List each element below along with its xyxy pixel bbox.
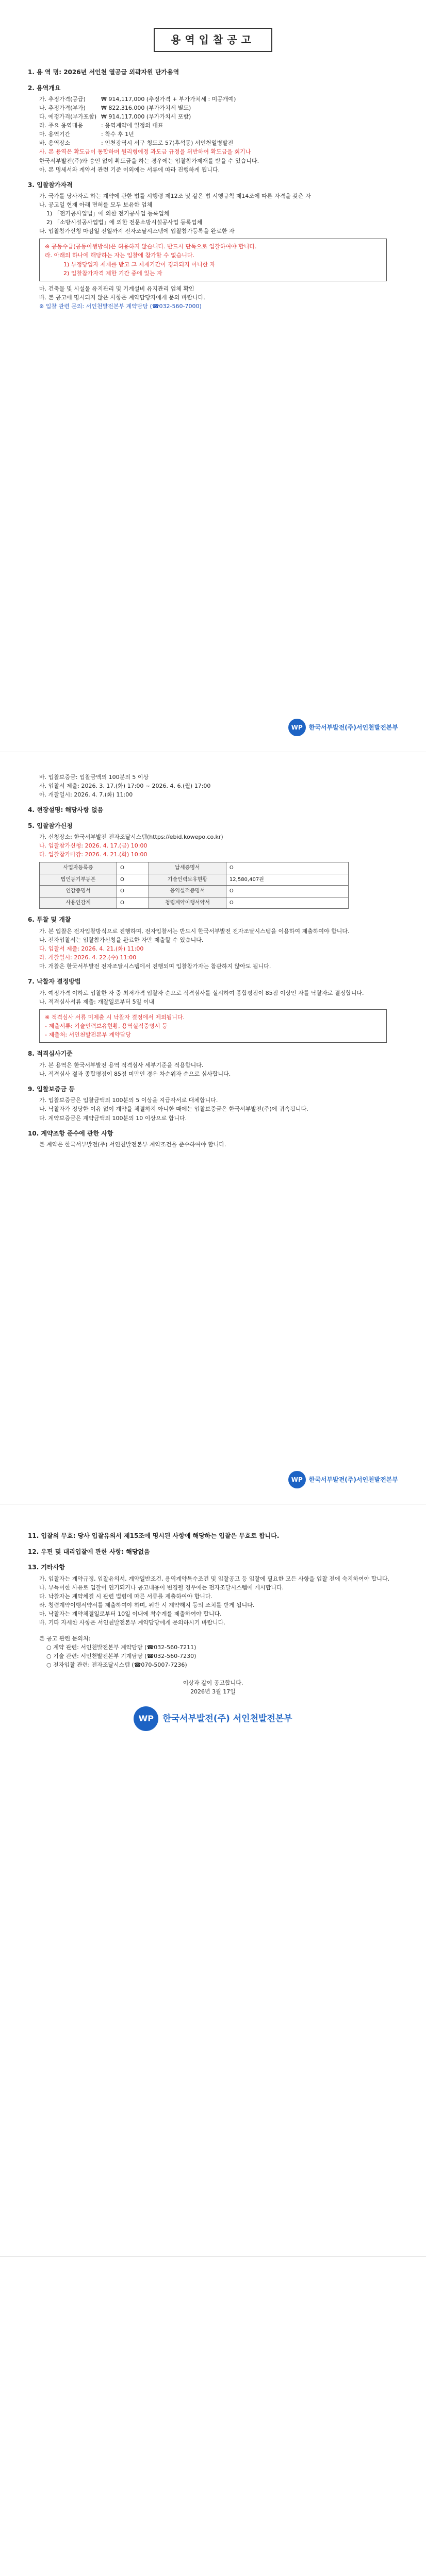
contract-line: 본 계약은 한국서부발전(주) 서인천발전본부 계약조건을 준수하여야 합니다. — [39, 1141, 226, 1148]
table-cell: O — [226, 897, 348, 909]
bid-line: 가. 본 입찰은 전자입찰방식으로 진행하며, 전자입찰서는 반드시 한국서부발전 전자조달시스템을 이용하여 제출하여야 합니다. — [39, 928, 350, 935]
qualification-line: 가. 국가를 당사자로 하는 계약에 관한 법률 시행령 제12조 및 같은 법 시행규칙 제14조에 따른 자격을 갖춘 자 — [39, 193, 311, 200]
qualification-line: 다. 입찰참가신청 마감일 전일까지 전자조달시스템에 입찰참가등록을 완료한 자 — [39, 228, 235, 235]
award-line: 가. 예정가격 이하로 입찰한 자 중 최저가격 입찰자 순으로 적격심사를 실시하여 종합평점이 85점 이상인 자를 낙찰자로 결정합니다. — [39, 989, 364, 996]
section-6-title: 6. 투찰 및 개찰 — [28, 916, 71, 924]
section-1-title: 1. 용 역 명: 2026년 서인천 열공급 외곽자원 단가용역 — [28, 69, 179, 76]
table-cell: 인감증명서 — [40, 886, 117, 897]
table-cell: O — [226, 862, 348, 874]
logo-mark: WP — [288, 1471, 306, 1488]
table-cell: O — [117, 886, 149, 897]
table-cell: 법인등기부등본 — [40, 874, 117, 886]
org-name: 한국서부발전(주) 서인천발전본부 — [162, 1714, 292, 1724]
logo-mark: WP — [288, 719, 306, 736]
table-cell: 사용인감계 — [40, 897, 117, 909]
misc-line: 다. 낙찰자는 계약체결 시 관련 법령에 따른 서류를 제출하여야 합니다. — [39, 1592, 212, 1600]
table-row — [40, 886, 349, 897]
overview-label: 가. 추정가격(공급) — [39, 96, 86, 103]
page-2 — [0, 752, 426, 1504]
highlight-text: ※ 공동수급(공동이행방식)은 허용하지 않습니다. 반드시 단독으로 입찰하여야 합니다. — [45, 243, 257, 250]
company-logo — [288, 719, 398, 736]
misc-line: 나. 부득이한 사유로 입찰이 연기되거나 공고내용이 변경될 경우에는 전자조달시스템에 게시합니다. — [39, 1584, 284, 1591]
section-8-title: 8. 적격심사기준 — [28, 1050, 73, 1058]
misc-line: 바. 기타 자세한 사항은 서인천발전본부 계약담당에게 문의하시기 바랍니다. — [39, 1619, 225, 1626]
overview-label: 마. 용역기간 — [39, 131, 71, 138]
application-line: 가. 신청장소: 한국서부발전 전자조달시스템(https://ebid.kowepo.co.kr) — [39, 834, 223, 841]
table-row — [40, 874, 349, 886]
overview-value: : 착수 후 1년 — [101, 131, 134, 138]
table-row — [40, 862, 349, 874]
award-box — [39, 1009, 387, 1043]
deposit-line: 가. 입찰보증금은 입찰금액의 100분의 5 이상을 지급각서로 대체합니다. — [39, 1097, 218, 1104]
red-line: 라. 아래의 하나에 해당하는 자는 입찰에 참가할 수 없습니다. — [45, 252, 194, 259]
overview-label: 라. 주요 용역대용 — [39, 122, 83, 129]
bid-line: 나. 전자입찰서는 입찰참가신청을 완료한 자만 제출할 수 있습니다. — [39, 937, 204, 944]
schedule-line: 사. 입찰서 제출: 2026. 3. 17.(화) 17:00 ~ 2026. 4. 6.(월) 17:00 — [39, 783, 211, 790]
table-cell: 용역실적증명서 — [149, 886, 226, 897]
table-cell: 기술인력보유현황 — [149, 874, 226, 886]
section-7-title: 7. 낙찰자 결정방법 — [28, 978, 81, 986]
overview-value: ₩ 914,117,000 (추정가격 + 부가가치세 : 미공개예) — [101, 96, 236, 103]
section-11-title: 11. 입찰의 무효: 당사 입찰유의서 제15조에 명시된 사항에 해당하는 입찰은 무효로 합니다. — [28, 1532, 280, 1539]
table-cell: O — [117, 862, 149, 874]
overview-value: : 용역계약에 일정의 대표 — [101, 122, 163, 129]
logo-mark: WP — [134, 1706, 158, 1731]
overview-label: 바. 용역장소 — [39, 140, 71, 147]
page-3 — [0, 1504, 426, 2257]
logo-text: 한국서부발전(주)서인천발전본부 — [308, 723, 398, 731]
section-2-title: 2. 용역개요 — [28, 84, 61, 92]
section-5-title: 5. 입찰참가신청 — [28, 822, 73, 829]
bid-line: 다. 입찰서 제출: 2026. 4. 21.(화) 11:00 — [39, 945, 144, 953]
section-10-title: 10. 계약조항 준수에 관한 사항 — [28, 1129, 113, 1137]
logo-text: 한국서부발전(주)서인천발전본부 — [308, 1476, 398, 1483]
note-line: 아. 본 명세서와 계약서 관련 기준 이외에는 서류에 따라 진행하게 됩니다. — [39, 166, 220, 173]
qualification-line: 2) 「소방시설공사업법」에 의한 전문소방시설공사업 등록업체 — [46, 219, 203, 226]
table-cell: 청렴계약이행서약서 — [149, 897, 226, 909]
qualification-line: 마. 건축물 및 시설물 유지관리 및 기계설비 유지관리 업체 확인 — [39, 285, 194, 292]
sign-block — [28, 1679, 398, 1696]
application-line: 나. 입찰참가신청: 2026. 4. 17.(금) 10:00 — [39, 842, 148, 850]
table-cell: 납세증명서 — [149, 862, 226, 874]
sign-line: 2026년 3월 17일 — [190, 1688, 236, 1696]
award-box-line: - 제출서류: 기술인력보유현황, 용역실적증명서 등 — [45, 1023, 168, 1030]
contact-line: ○ 기술 관련: 서인천발전본부 기계담당 (☎032-560-7230) — [46, 1653, 196, 1660]
company-logo — [288, 1471, 398, 1488]
contact-line: ※ 입찰 관련 문의: 서인천발전본부 계약담당 (☎032-560-7000) — [39, 302, 202, 310]
table-cell: O — [117, 897, 149, 909]
bid-line: 라. 개찰일시: 2026. 4. 22.(수) 11:00 — [39, 954, 137, 961]
criteria-line: 나. 적격심사 결과 종합평점이 85점 미만인 경우 차순위자 순으로 심사합니다. — [39, 1070, 231, 1077]
misc-line: 마. 낙찰자는 계약체결일로부터 10일 이내에 착수계를 제출하여야 합니다. — [39, 1610, 222, 1617]
section-12-title: 12. 우편 및 대리입찰에 관한 사항: 해당없음 — [28, 1548, 150, 1555]
award-box-line: ※ 적격심사 서류 미제출 시 낙찰자 결정에서 제외됩니다. — [45, 1013, 185, 1021]
table-cell: 사업자등록증 — [40, 862, 117, 874]
note-line: 사. 본 용역은 확도금이 통합하며 원리형예정 과도금 규정을 위반하여 확도금을 회기나 — [39, 148, 251, 156]
application-line: 다. 입찰참가마감: 2026. 4. 21.(화) 10:00 — [39, 851, 148, 858]
qualification-line: 바. 본 공고에 명시되지 않은 사항은 계약담당자에게 문의 바랍니다. — [39, 294, 205, 301]
deposit-line: 나. 낙찰자가 정당한 이유 없이 계약을 체결하지 아니한 때에는 입찰보증금은 한국서부발전(주)에 귀속됩니다. — [39, 1106, 308, 1113]
sign-line: 이상과 같이 공고합니다. — [183, 1680, 243, 1687]
award-line: 나. 적격심사서류 제출: 개찰일로부터 5일 이내 — [39, 998, 154, 1005]
bid-line: 마. 개찰은 한국서부발전 전자조달시스템에서 진행되며 입찰참가자는 참관하지 않아도 됩니다. — [39, 963, 271, 970]
contact-line: ○ 계약 관련: 서인천발전본부 계약담당 (☎032-560-7211) — [46, 1644, 196, 1651]
red-line: 2) 입찰참가자격 제한 기간 중에 있는 자 — [63, 269, 162, 277]
table-row — [40, 897, 349, 909]
schedule-line: 아. 개찰일시: 2026. 4. 7.(화) 11:00 — [39, 791, 133, 799]
section-4-title: 4. 현장설명: 해당사항 없음 — [28, 806, 104, 814]
overview-value: ₩ 822,316,000 (부가가치세 별도) — [101, 105, 191, 112]
page-1 — [0, 0, 426, 752]
deposit-line: 다. 계약보증금은 계약금액의 100분의 10 이상으로 합니다. — [39, 1114, 187, 1122]
award-box-line: - 제출처: 서인천발전본부 계약담당 — [45, 1031, 131, 1039]
table-cell: 12,580,407원 — [226, 874, 348, 886]
overview-value: : 인천광역시 서구 청도로 57(후석동) 서인천열병발전 — [101, 140, 234, 147]
section-9-title: 9. 입찰보증금 등 — [28, 1085, 75, 1093]
qualification-line: 나. 공고일 현재 아래 면허를 모두 보유한 업체 — [39, 201, 153, 209]
org-logo — [28, 1706, 398, 1731]
overview-label: 다. 예정가격(부가포함) — [39, 113, 97, 121]
misc-line: 가. 입찰자는 계약규정, 입찰유의서, 계약일반조건, 용역계약특수조건 및 입찰공고 등 입찰에 필요한 모든 사항을 입찰 전에 숙지하여야 합니다. — [39, 1575, 390, 1582]
note-line: 한국서부발전(주)와 승인 없이 확도금을 하는 경우에는 입찰참가제재를 받을 수 있습니다. — [39, 157, 259, 164]
misc-line: 라. 청렴계약이행서약서를 제출하여야 하며, 위반 시 계약해지 등의 조치를 받게 됩니다. — [39, 1601, 255, 1608]
overview-value: ₩ 914,117,000 (부가가치세 포함) — [101, 113, 191, 121]
documents-table — [39, 862, 349, 909]
table-cell: O — [226, 886, 348, 897]
table-cell: O — [117, 874, 149, 886]
overview-label: 나. 추정가격(부가) — [39, 105, 86, 112]
highlight-box — [39, 239, 387, 281]
qualification-line: 1) 「전기공사업법」에 의한 전기공사업 등록업체 — [46, 210, 170, 217]
contact-line: ○ 전자입찰 관련: 전자조달시스템 (☎070-5007-7236) — [46, 1662, 187, 1669]
section-13-title: 13. 기타사항 — [28, 1564, 65, 1571]
contact-intro: 본 공고 관련 문의처: — [39, 1635, 91, 1642]
schedule-line: 바. 입찰보증금: 입찰금액의 100분의 5 이상 — [39, 774, 149, 781]
section-3-title: 3. 입찰참가자격 — [28, 181, 73, 189]
page-title: 용역입찰공고 — [154, 28, 272, 52]
red-line: 1) 부정당업자 제재를 받고 그 제재기간이 경과되지 아니한 자 — [63, 261, 216, 268]
criteria-line: 가. 본 용역은 한국서부발전 용역 적격심사 세부기준을 적용합니다. — [39, 1061, 204, 1069]
